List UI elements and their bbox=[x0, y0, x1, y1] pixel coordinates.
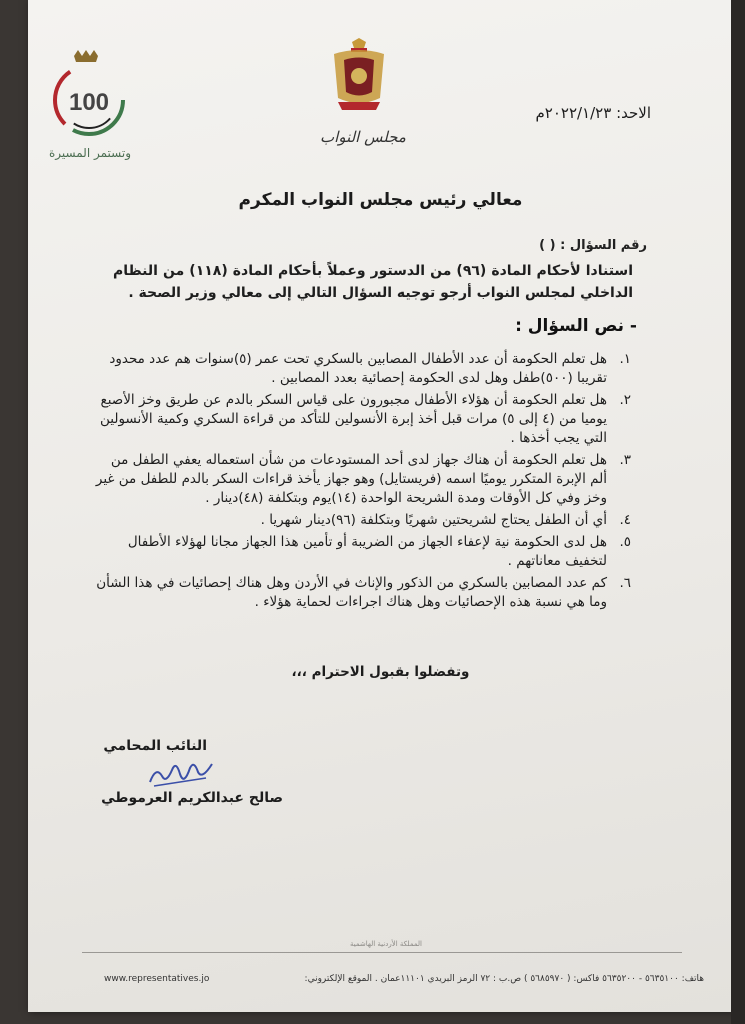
background-edge bbox=[731, 0, 745, 1024]
closing-line: وتفضلوا بقبول الاحترام ،،، bbox=[291, 664, 470, 680]
question-text: كم عدد المصابين بالسكري من الذكور والإناث في الأردن وهل هناك إحصائيات في هذا الشأن وما هي نسبة هذه الإحصائيات وهل هناك اجراءات لحماية هؤلاء . bbox=[96, 575, 607, 610]
question-text: هل تعلم الحكومة أن هؤلاء الأطفال مجبورون على قياس السكر بالدم عن طريق وخز الأصبع يوميا من (٤ إلى ٥) مرات قبل أخذ إبرة الأنسولين للتأكد من قراءة السكري وكمية الأنسولين التي يجب أخذها . bbox=[99, 392, 607, 446]
list-item bbox=[91, 350, 631, 388]
list-item bbox=[91, 391, 631, 448]
anniversary-slogan: وتستمر المسيرة bbox=[49, 146, 131, 160]
question-number: ٣. bbox=[619, 452, 631, 468]
handwritten-signature-icon bbox=[146, 756, 216, 790]
anniversary-number: 100 bbox=[68, 89, 110, 116]
royal-crest-icon bbox=[330, 38, 388, 112]
question-heading: - نص السؤال : bbox=[515, 316, 637, 336]
list-item bbox=[91, 451, 631, 508]
letter-page bbox=[28, 0, 733, 1012]
question-number: ٦. bbox=[619, 575, 631, 591]
questions-list bbox=[91, 350, 631, 615]
centenary-logo-icon bbox=[44, 48, 134, 138]
question-text: أي أن الطفل يحتاج لشريحتين شهريًا وبتكلفة (٩٦)دينار شهريا . bbox=[260, 512, 607, 528]
letter-date: الاحد: ٢٠٢٢/١/٢٣م bbox=[535, 104, 651, 122]
question-number: ٥. bbox=[619, 534, 631, 550]
salutation: معالي رئيس مجلس النواب المكرم bbox=[238, 190, 523, 210]
signatory-name: صالح عبدالكريم العرموطي bbox=[101, 790, 283, 806]
council-name: مجلس النواب bbox=[320, 128, 406, 146]
question-number-label: رقم السؤال : ( ) bbox=[539, 238, 647, 253]
intro-paragraph: استنادا لأحكام المادة (٩٦) من الدستور وعملاً بأحكام المادة (١١٨) من النظام الداخلي لمجلس النواب أرجو توجيه السؤال التالي إلى معالي وزير الصحة . bbox=[113, 263, 633, 301]
question-text: هل تعلم الحكومة أن هناك جهاز لدى أحد المستودعات من شأن استعماله يعفي الطفل من ألم الإبرة المتكرر يوميًا اسمه (فريستايل) وهو جهاز يأخذ قراءات السكر بالدم للطفل من غير وخز وفي كل الأوقات ومدة الشريحة الواحدة (١٤)يوم وبتكلفة (٤٨)دينار . bbox=[95, 452, 607, 506]
question-number: ١. bbox=[619, 351, 631, 367]
website-link[interactable]: www.representatives.jo bbox=[104, 974, 210, 984]
contact-details: هاتف: ٥٦٣٥١٠٠ - ٥٦٣٥٢٠٠ فاكس: ( ٥٦٨٥٩٧٠ ) ص.ب : ٧٢ الرمز البريدي ١١١٠١عمان . الموقع الإلكتروني: bbox=[304, 974, 704, 984]
signature-title: النائب المحامي bbox=[103, 738, 207, 754]
question-number: ٢. bbox=[619, 392, 631, 408]
list-item bbox=[91, 533, 631, 571]
footer-divider bbox=[82, 952, 682, 953]
question-number: ٤. bbox=[619, 512, 631, 528]
list-item bbox=[91, 511, 631, 530]
footer-seal: المملكة الأردنية الهاشمية bbox=[349, 940, 423, 948]
list-item bbox=[91, 574, 631, 612]
question-text: هل لدى الحكومة نية لإعفاء الجهاز من الضريبة أو تأمين هذا الجهاز مجانا لهؤلاء الأطفال لتخفيف معاناتهم . bbox=[127, 534, 607, 569]
question-text: هل تعلم الحكومة أن عدد الأطفال المصابين بالسكري تحت عمر (٥)سنوات هم عدد محدود تقريبا (٥٠٠)طفل وهل لدى الحكومة إحصائية بعدد المصابين . bbox=[109, 351, 607, 386]
